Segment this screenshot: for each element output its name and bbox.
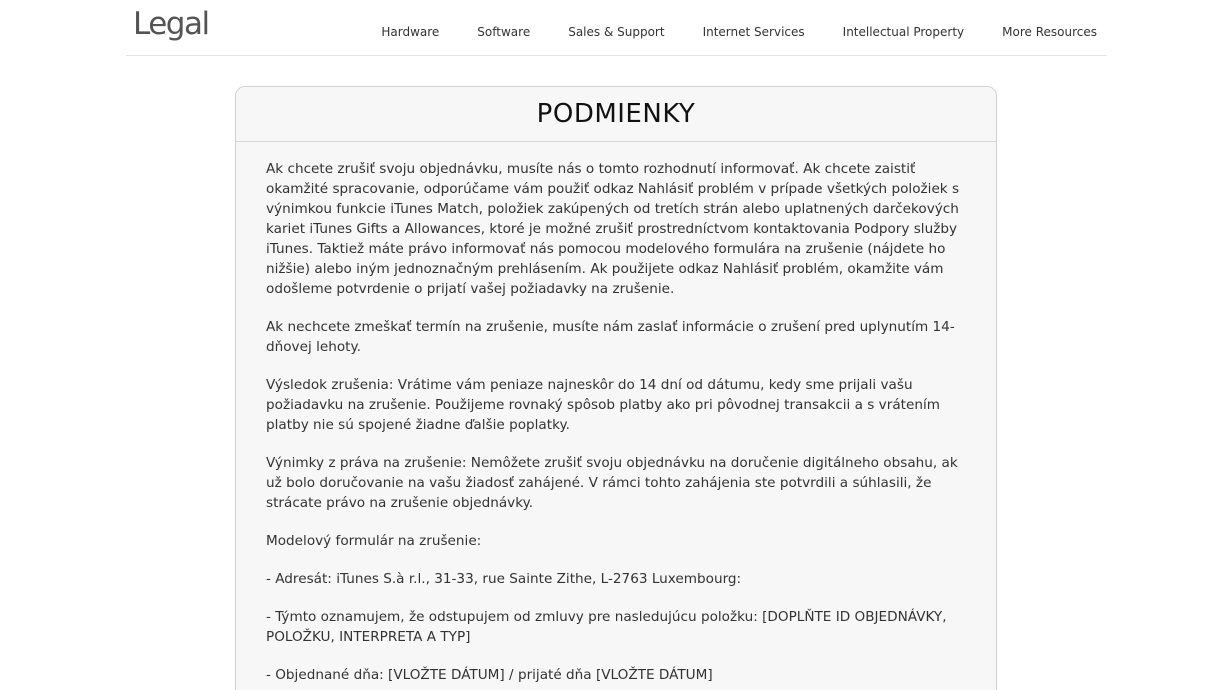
terms-card-header (236, 87, 996, 142)
nav-link-intellectual-property[interactable]: Intellectual Property (842, 25, 965, 39)
nav-link-internet-services[interactable]: Internet Services (702, 25, 805, 39)
paragraph-order-dates: - Objednané dňa: [VLOŽTE DÁTUM] / prijaté dňa [VLOŽTE DÁTUM] (266, 667, 713, 683)
top-navigation-bar (126, 0, 1107, 56)
nav-link-hardware[interactable]: Hardware (381, 25, 440, 39)
paragraph-exceptions: Výnimky z práva na zrušenie: Nemôžete zrušiť svoju objednávku na doručenie digitálneho obsahu, ak už bolo doručovanie na vašu žiadosť zahájené. V rámci tohto zahájenia ste potvrdili a súhlasili, že strácate právo na zrušenie objednávky. (266, 455, 958, 511)
nav-link-more-resources[interactable]: More Resources (1002, 25, 1097, 39)
page-title: PODMIENKY (536, 99, 696, 129)
paragraph-addressee: - Adresát: iTunes S.à r.l., 31-33, rue Sainte Zithe, L-2763 Luxembourg: (266, 571, 742, 587)
terms-card (235, 86, 997, 690)
main-nav (381, 24, 1097, 40)
paragraph-deadline: Ak nechcete zmeškať termín na zrušenie, musíte nám zaslať informácie o zrušení pred uplynutím 14-dňovej lehoty. (266, 319, 955, 355)
paragraph-cancellation-result: Výsledok zrušenia: Vrátime vám peniaze najneskôr do 14 dní od dátumu, kedy sme prijali vašu požiadavku na zrušenie. Použijeme rovnaký spôsob platby ako pri pôvodnej transakcii a s vrátením platby nie sú spojené žiadne ďalšie poplatky. (266, 377, 940, 433)
paragraph-cancellation-intro: Ak chcete zrušiť svoju objednávku, musíte nás o tomto rozhodnutí informovať. Ak chcete zaistiť okamžité spracovanie, odporúčame vám použiť odkaz Nahlásiť problém v prípade všetkých položiek s výnimkou funkcie iTunes Match, položiek zakúpených od tretích strán alebo uplatnených darčekových kariet iTunes Gifts a Allowances, ktoré je možné zrušiť prostredníctvom kontaktovania Podpory služby iTunes. Taktiež máte právo informovať nás pomocou modelového formulára na zrušenie (nájdete ho nižšie) alebo iným jednoznačným prehlásením. Ak použijete odkaz Nahlásiť problém, okamžite vám odošleme potvrdenie o prijatí vašej požiadavky na zrušenie. (266, 161, 960, 297)
legal-logo[interactable]: Legal (133, 6, 209, 42)
nav-link-sales-support[interactable]: Sales & Support (568, 25, 665, 39)
nav-link-software[interactable]: Software (477, 25, 531, 39)
terms-card-body (236, 142, 996, 685)
paragraph-withdrawal-notice: - Týmto oznamujem, že odstupujem od zmluvy pre nasledujúcu položku: [DOPLŇTE ID OBJEDNÁVKY, POLOŽKU, INTERPRETA A TYP] (266, 609, 947, 645)
paragraph-model-form-heading: Modelový formulár na zrušenie: (266, 533, 482, 549)
